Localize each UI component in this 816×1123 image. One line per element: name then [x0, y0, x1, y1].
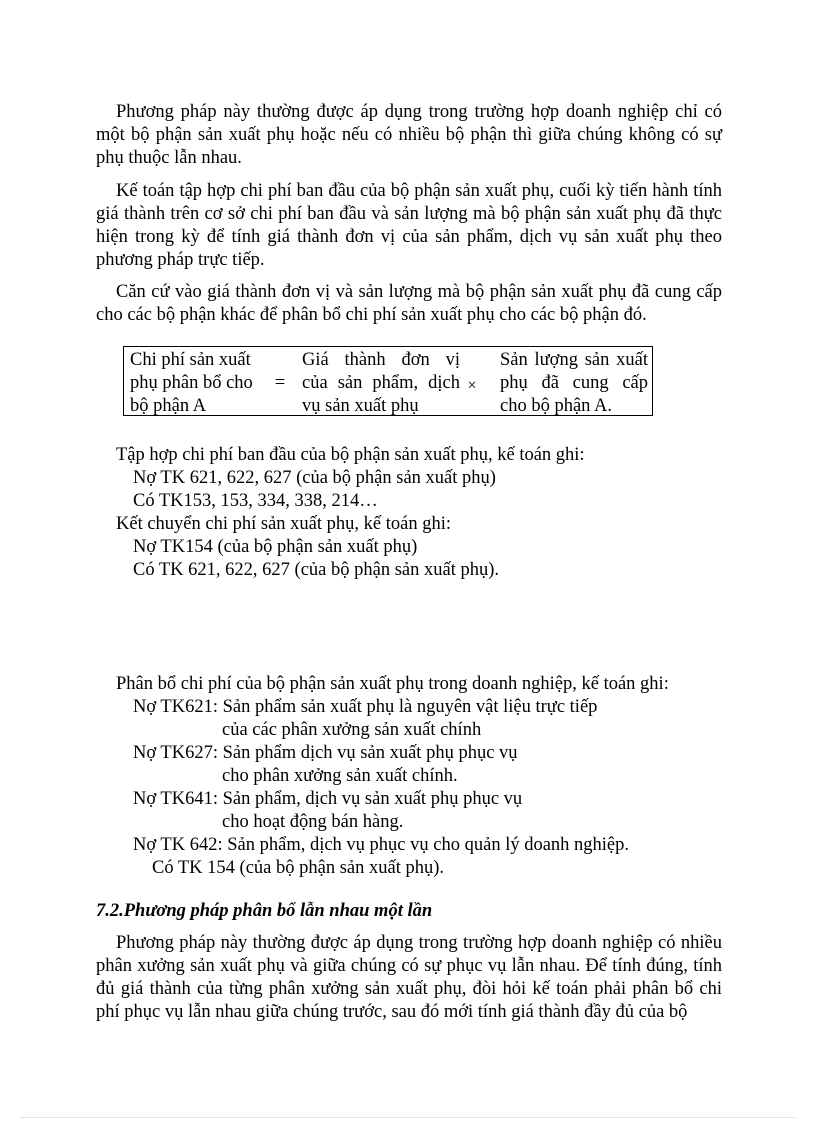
- entry-debit-627: Nợ TK627: Sản phẩm dịch vụ sản xuất phụ phục vụ: [133, 743, 518, 763]
- entry-intro-transfer: Kết chuyển chi phí sản xuất phụ, kế toán ghi:: [116, 514, 451, 534]
- formula-equals-sign: =: [274, 373, 286, 393]
- formula-middle-line: Giá thành đơn vị: [302, 350, 460, 370]
- formula-left-line: bộ phận A: [130, 396, 207, 416]
- formula-left-term: [130, 349, 268, 418]
- formula-right-line: phụ đã cung cấp: [500, 373, 648, 393]
- formula-middle-line: vụ sản xuất phụ: [302, 396, 419, 416]
- formula-middle-term: [302, 349, 460, 418]
- formula-right-line: cho bộ phận A.: [500, 396, 613, 416]
- formula-left-line: Chi phí sản xuất: [130, 350, 251, 370]
- entry-debit-627-cont: cho phân xưởng sản xuất chính.: [222, 766, 458, 786]
- entry-credit-transfer: Có TK 621, 622, 627 (của bộ phận sản xuất phụ).: [133, 560, 500, 580]
- section-heading: 7.2.Phương pháp phân bổ lẫn nhau một lần: [96, 901, 433, 921]
- formula-middle-line: của sản phẩm, dịch: [302, 373, 460, 393]
- entry-credit-154: Có TK 154 (của bộ phận sản xuất phụ).: [152, 858, 445, 878]
- entry-debit-641: Nợ TK641: Sản phẩm, dịch vụ sản xuất phụ phục vụ: [133, 789, 523, 809]
- footer-divider: [20, 1117, 796, 1118]
- formula-left-line: phụ phân bổ cho: [130, 373, 253, 393]
- entry-intro-collect: Tập hợp chi phí ban đầu của bộ phận sản xuất phụ, kế toán ghi:: [116, 445, 585, 465]
- formula-multiply-sign: ×: [467, 377, 477, 394]
- entry-debit-transfer: Nợ TK154 (của bộ phận sản xuất phụ): [133, 537, 418, 557]
- entry-debit-641-cont: cho hoạt động bán hàng.: [222, 812, 404, 832]
- paragraph-3: Căn cứ vào giá thành đơn vị và sản lượng mà bộ phận sản xuất phụ đã cung cấp cho các bộ phận khác để phân bổ chi phí sản xuất phụ cho các bộ phận đó.: [96, 282, 722, 325]
- formula-right-term: [500, 349, 648, 418]
- entry-debit-621-cont: của các phân xưởng sản xuất chính: [222, 720, 482, 740]
- entry-debit-642: Nợ TK 642: Sản phẩm, dịch vụ phục vụ cho quản lý doanh nghiệp.: [133, 835, 630, 855]
- entry-debit-collect: Nợ TK 621, 622, 627 (của bộ phận sản xuất phụ): [133, 468, 496, 488]
- allocation-formula-box: [123, 346, 653, 416]
- formula-right-line: Sản lượng sản xuất: [500, 350, 648, 370]
- paragraph-1: Phương pháp này thường được áp dụng trong trường hợp doanh nghiệp chỉ có một bộ phận sản xuất phụ hoặc nếu có nhiều bộ phận thì giữa chúng không có sự phụ thuộc lẫn nhau.: [96, 102, 722, 168]
- paragraph-2: Kế toán tập hợp chi phí ban đầu của bộ phận sản xuất phụ, cuối kỳ tiến hành tính giá thành trên cơ sở chi phí ban đầu và sản lượng mà bộ phận sản xuất phụ đã thực hiện trong kỳ để tính giá thành đơn vị của sản phẩm, dịch vụ sản xuất phụ theo phương pháp trực tiếp.: [96, 181, 722, 270]
- entry-intro-allocate: Phân bổ chi phí của bộ phận sản xuất phụ trong doanh nghiệp, kế toán ghi:: [116, 674, 669, 694]
- paragraph-4: Phương pháp này thường được áp dụng trong trường hợp doanh nghiệp có nhiều phân xưởng sản xuất phụ và giữa chúng có sự phục vụ lẫn nhau. Để tính đúng, tính đủ giá thành của từng phân xưởng sản xuất phụ, đòi hỏi kế toán phải phân bổ chi phí phục vụ lẫn nhau giữa chúng trước, sau đó mới tính giá thành đầy đủ của bộ: [96, 933, 722, 1022]
- entry-debit-621: Nợ TK621: Sản phẩm sản xuất phụ là nguyên vật liệu trực tiếp: [133, 697, 598, 717]
- entry-credit-collect: Có TK153, 153, 334, 338, 214…: [133, 491, 378, 511]
